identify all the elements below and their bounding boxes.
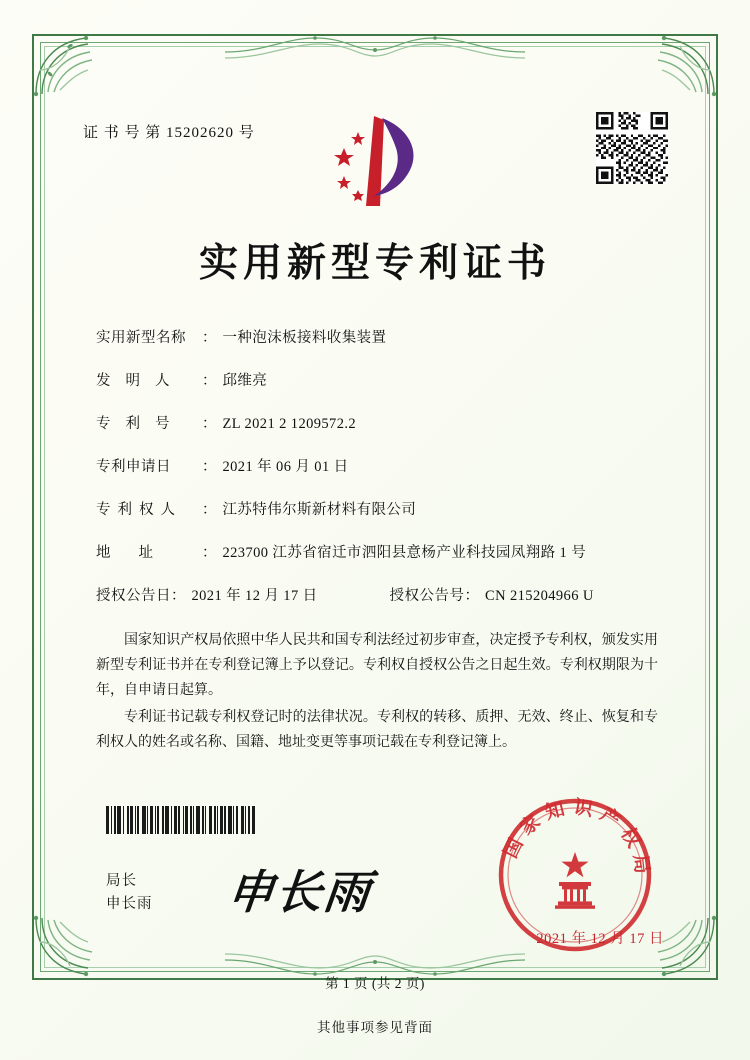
field-colon: ：: [202, 545, 217, 561]
field-colon: ：: [202, 330, 217, 346]
seal-date: 2021 年 12 月 17 日: [536, 931, 664, 947]
page-number: 第 1 页 (共 2 页): [325, 976, 425, 991]
field-colon: ：: [202, 459, 217, 475]
field-grant-date: [96, 584, 318, 605]
field-value: 223700 江苏省宿迁市泗阳县意杨产业科技园凤翔路 1 号: [222, 545, 587, 561]
field-patent-number: [96, 412, 656, 433]
cnipa-logo-icon: [322, 110, 426, 210]
field-inventor: [96, 369, 656, 390]
field-application-date: [96, 455, 656, 476]
svg-text:国家知识产权局: 国家知识产权局: [499, 796, 654, 882]
director-name-label: 申长雨: [106, 896, 153, 912]
field-label: 发明人: [96, 373, 185, 389]
field-grant-row: [96, 584, 656, 605]
field-utility-model-name: [96, 326, 656, 347]
field-label: 授权公告日: [96, 588, 171, 604]
field-colon: ：: [202, 373, 217, 389]
signature-labels: [106, 870, 153, 916]
field-label: 专利权人: [96, 502, 182, 518]
field-value: 2021 年 12 月 17 日: [191, 588, 318, 604]
page-title: 实用新型专利证书: [198, 240, 551, 286]
field-label: 专利申请日: [96, 459, 171, 475]
certificate-number: 证 书 号 第 15202620 号: [83, 125, 255, 141]
field-colon: ：: [202, 416, 217, 432]
handwritten-signature: 申长雨: [224, 865, 375, 919]
legal-paragraph: 专利证书记载专利权登记时的法律状况。专利权的转移、质押、无效、终止、恢复和专利权人的姓名或名称、国籍、地址变更等事项记载在专利登记簿上。: [96, 710, 658, 750]
barcode: [106, 806, 314, 834]
patent-field-list: [96, 326, 656, 625]
field-label: 地址: [96, 545, 181, 561]
legal-paragraph: 国家知识产权局依照中华人民共和国专利法经过初步审查，决定授予专利权，颁发实用新型专利证书并在专利登记簿上予以登记。专利权自授权公告之日起生效。专利权期限为十年，自申请日起算。: [96, 633, 658, 698]
field-value: 2021 年 06 月 01 日: [222, 459, 349, 475]
field-value: 江苏特伟尔斯新材料有限公司: [222, 502, 417, 518]
field-value: 一种泡沫板接料收集装置: [222, 330, 387, 346]
field-value: ZL 2021 2 1209572.2: [222, 416, 357, 432]
field-value: CN 215204966 U: [485, 588, 594, 604]
field-label: 专利号: [96, 416, 185, 432]
legal-text-block: [96, 628, 658, 757]
field-label: 实用新型名称: [96, 330, 186, 346]
field-colon: ：: [202, 502, 217, 518]
field-patentee: [96, 498, 656, 519]
field-address: [96, 541, 656, 562]
director-title-label: 局长: [106, 873, 137, 889]
field-grant-number: [390, 584, 594, 605]
field-colon: ：: [171, 588, 186, 604]
footer-note: 其他事项参见背面: [317, 1020, 433, 1035]
field-colon: ：: [464, 588, 480, 604]
field-label: 授权公告号: [389, 588, 465, 604]
field-value: 邱维亮: [222, 373, 268, 389]
qr-code: [596, 112, 668, 184]
